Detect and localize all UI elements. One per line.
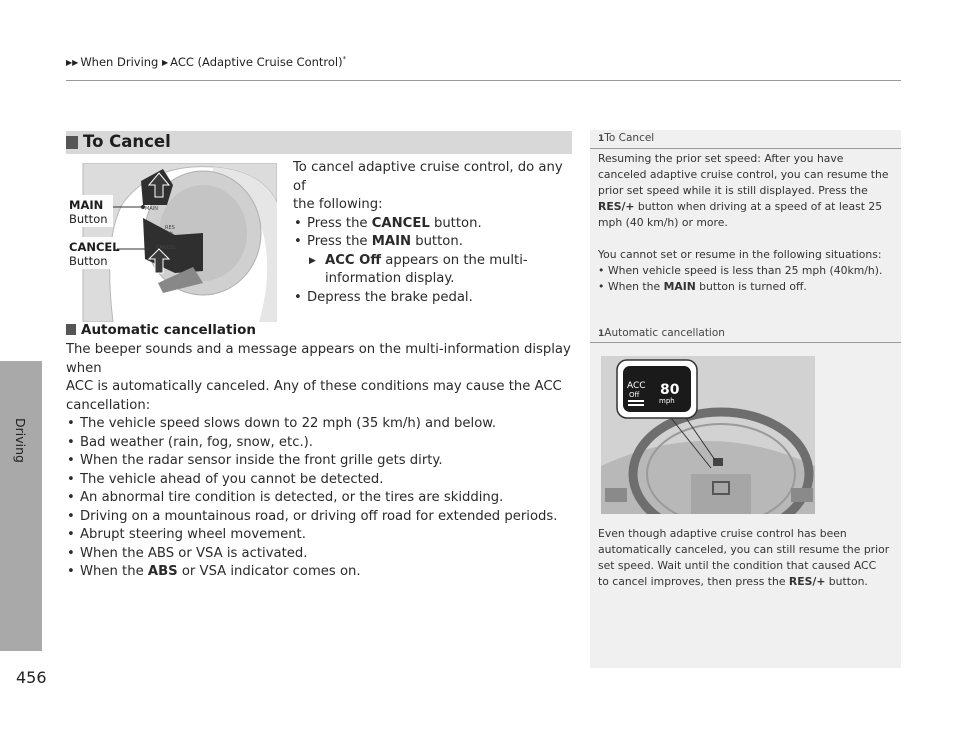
main-button-sublabel: Button	[69, 212, 108, 226]
list-item: • When vehicle speed is less than 25 mph (40km/h).	[598, 263, 894, 279]
situations-list	[598, 263, 894, 295]
chapter-tab[interactable]	[0, 361, 42, 651]
dash-acc-text: ACC	[627, 381, 646, 391]
wheel-cancel-text: CANCEL	[156, 245, 177, 251]
abs-keyword: ABS	[147, 564, 178, 579]
cancel-button-sublabel: Button	[69, 254, 108, 268]
list-item: • Bad weather (rain, fog, snow, etc.).	[66, 434, 576, 453]
intro-line-1: To cancel adaptive cruise control, do any of	[293, 160, 563, 194]
intro-line-2: the following:	[293, 197, 383, 212]
list-item: • When the ABS or VSA is activated.	[66, 545, 576, 564]
subsection-heading: Automatic cancellation	[66, 322, 256, 338]
note-title-auto-cancel[interactable]: 1Automatic cancellation	[598, 327, 725, 339]
note-text-to-cancel: Resuming the prior set speed: After you have canceled adaptive cruise control, you can resume the prior set speed while it is still displayed. Press the RES/+ button when driving at a speed of at least 25 mph (40 km/h) or more. You cannot set or resume in the following situations: • When vehicle speed is less than 25 mph (40km/h). • When the MAIN button is turned off.	[598, 151, 894, 295]
conditions-list	[66, 415, 576, 582]
wheel-main-text: MAIN	[145, 206, 158, 212]
dash-unit-text: mph	[659, 397, 675, 405]
arrow-icon: ▶	[309, 255, 316, 266]
main-keyword: MAIN	[663, 280, 696, 293]
list-item: • The vehicle speed slows down to 22 mph (35 km/h) and below.	[66, 415, 576, 434]
cancel-methods-list	[293, 215, 573, 252]
main-keyword: MAIN	[371, 234, 412, 249]
chapter-tab-label: Driving	[13, 418, 28, 463]
cancel-instructions	[293, 159, 573, 307]
list-item: • Abrupt steering wheel movement.	[66, 526, 576, 545]
dashboard-illustration	[601, 356, 815, 514]
auto-intro-1: The beeper sounds and a message appears on the multi-information display when	[66, 342, 571, 376]
cancel-methods-list-continued	[293, 289, 573, 308]
note-rule	[590, 148, 901, 149]
list-item: • When the radar sensor inside the front grille gets dirty.	[66, 452, 576, 471]
cancel-button-label: CANCEL	[69, 240, 120, 254]
note-rule	[590, 342, 901, 343]
list-item: • Driving on a mountainous road, or driving off road for extended periods.	[66, 508, 576, 527]
res-keyword: RES/+	[788, 575, 826, 588]
list-item: • Press the MAIN button.	[293, 233, 573, 252]
steering-wheel-illustration	[63, 163, 277, 322]
breadcrumb-item-acc[interactable]: ACC (Adaptive Cruise Control)	[170, 55, 343, 69]
arrow-icon: ▶	[162, 58, 169, 67]
acc-off-keyword: ACC Off	[325, 252, 382, 268]
double-arrow-icon: ▶▶	[66, 58, 79, 67]
dash-off-text: Off	[629, 391, 640, 399]
note-title-to-cancel[interactable]: 1To Cancel	[598, 132, 655, 144]
auto-intro-3: cancellation:	[66, 397, 151, 413]
main-button-label: MAIN	[69, 198, 104, 212]
note-text-auto-cancel: Even though adaptive cruise control has been automatically canceled, you can still resume the prior set speed. Wait until the condition that caused ACC to cancel improves, then press the RES/+ button.	[598, 527, 890, 588]
page-number: 456	[16, 668, 47, 687]
section-title: To Cancel	[83, 132, 171, 151]
list-item: • Depress the brake pedal.	[293, 289, 573, 308]
list-item: • Press the CANCEL button.	[293, 215, 573, 234]
sub-item-acc-off: ▶ ACC Off appears on the multi- information display.	[309, 252, 528, 286]
dash-speed-text: 80	[660, 382, 680, 398]
wheel-res-text: RES	[165, 225, 175, 231]
breadcrumb-item-when-driving[interactable]: When Driving	[80, 55, 159, 69]
res-keyword: RES/+	[598, 200, 635, 213]
auto-cancel-body	[66, 341, 576, 582]
heading-square-icon	[66, 324, 76, 335]
heading-square-icon	[66, 136, 78, 149]
breadcrumb	[66, 55, 346, 69]
header-rule	[66, 80, 901, 81]
section-heading-bar	[66, 131, 572, 154]
wheel-plus-text: +	[168, 230, 174, 237]
list-item: • When the MAIN button is turned off.	[598, 279, 894, 295]
list-item: • When the ABS or VSA indicator comes on.	[66, 563, 576, 582]
cancel-keyword: CANCEL	[371, 215, 430, 231]
auto-intro-2: ACC is automatically canceled. Any of these conditions may cause the ACC	[66, 379, 562, 394]
list-item: • The vehicle ahead of you cannot be detected.	[66, 471, 576, 490]
option-mark: *	[342, 55, 347, 64]
list-item: • An abnormal tire condition is detected, or the tires are skidding.	[66, 489, 576, 508]
